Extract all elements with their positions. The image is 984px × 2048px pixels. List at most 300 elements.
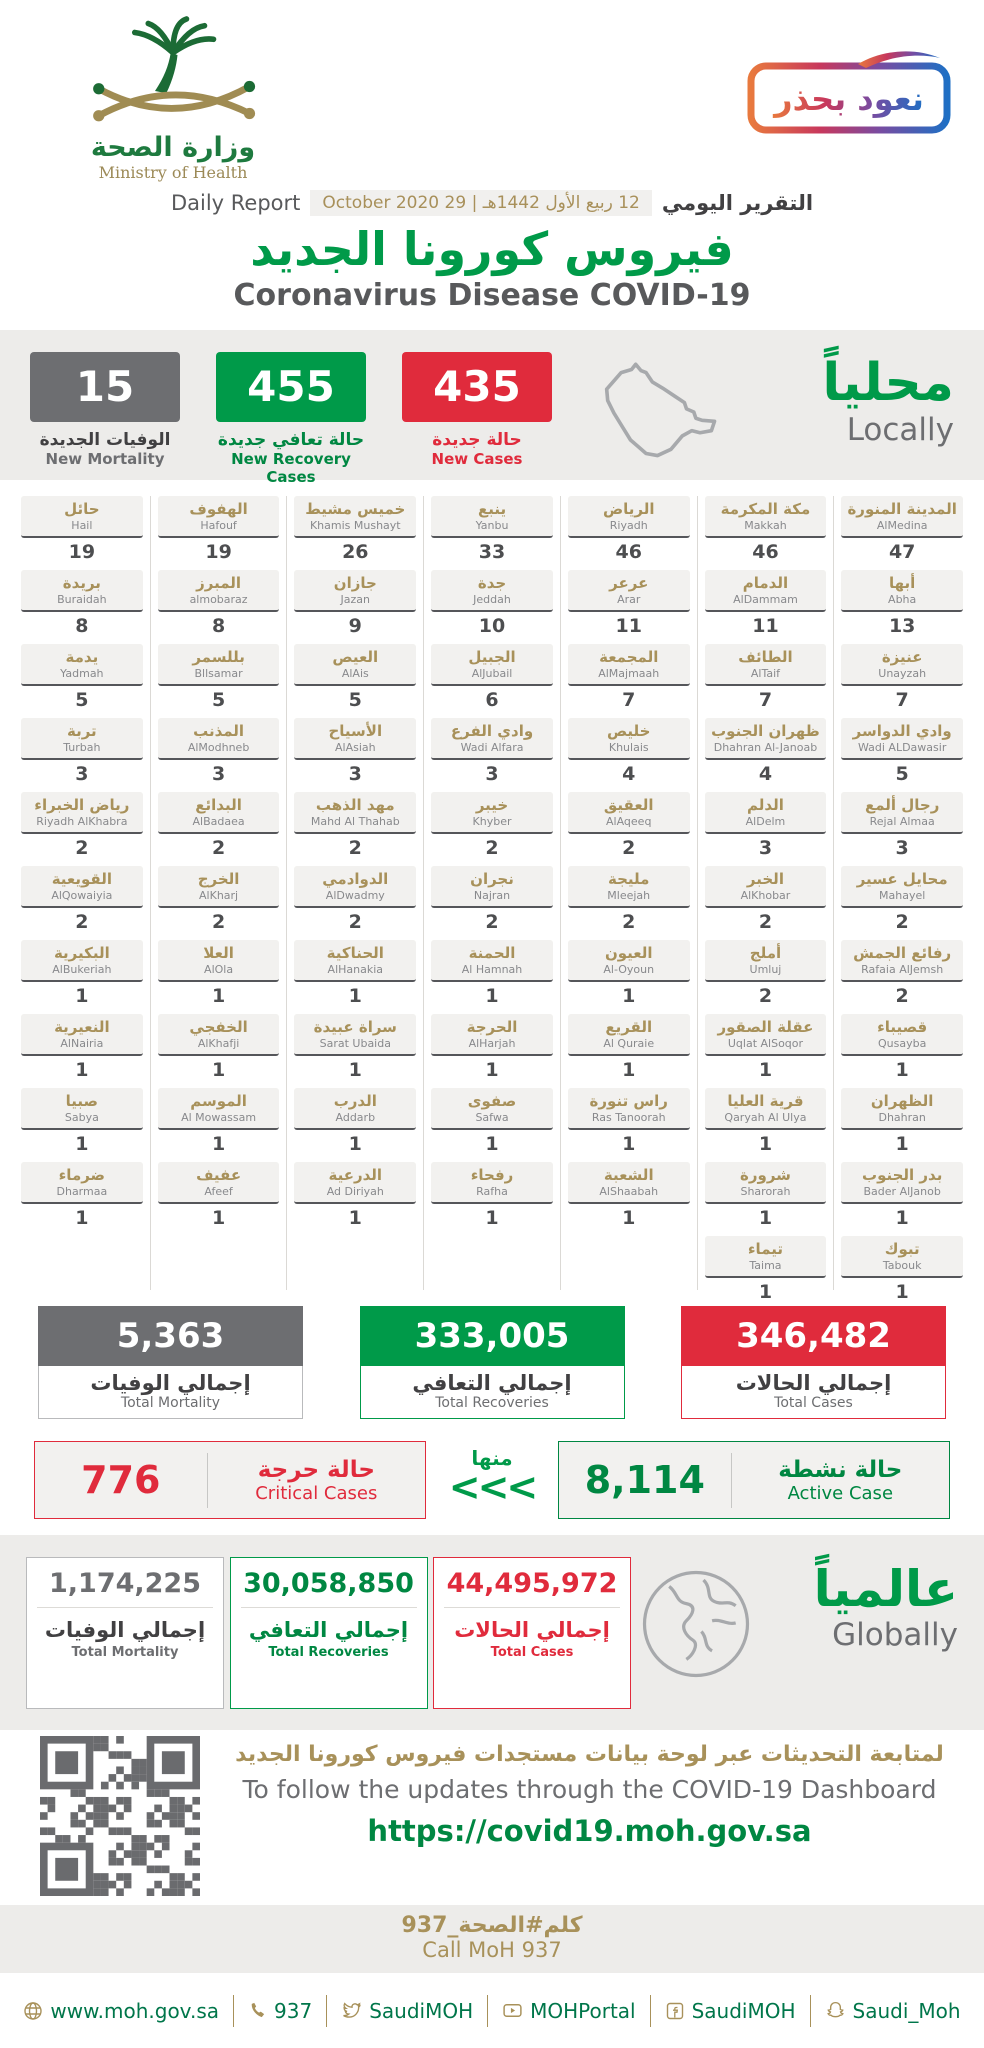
city-name-arabic: خميس مشيط: [305, 500, 406, 518]
city-column: [14, 496, 150, 1290]
global-mortality-box: [26, 1557, 224, 1709]
city-name-english: Riyadh AlKhabra: [36, 815, 128, 828]
city-cell: [568, 1162, 690, 1231]
city-name-english: AlTaif: [750, 667, 781, 680]
city-name-english: Turbah: [63, 741, 101, 754]
twitter-icon: [341, 2000, 362, 2021]
city-name-box: [158, 1088, 280, 1130]
city-new-cases-value: 2: [211, 911, 226, 933]
city-cell: [158, 1088, 280, 1157]
city-name-english: Riyadh: [609, 519, 648, 532]
city-name-arabic: البكيرية: [53, 944, 110, 962]
city-new-cases-value: 1: [75, 1059, 89, 1081]
city-name-english: Addarb: [335, 1111, 376, 1124]
city-cell: [568, 496, 690, 565]
city-cell: [841, 1162, 963, 1231]
city-cell: [705, 940, 827, 1009]
city-cell: [568, 1014, 690, 1083]
city-name-english: AlOla: [204, 963, 234, 976]
city-name-english: Umluj: [749, 963, 782, 976]
city-name-english: Taima: [749, 1259, 782, 1272]
city-name-box: [431, 644, 553, 686]
city-name-box: [158, 1014, 280, 1056]
city-name-box: [21, 940, 143, 982]
logo-arabic-name: وزارة الصحة: [90, 132, 256, 163]
city-name-box: [158, 1162, 280, 1204]
city-new-cases-value: 9: [348, 615, 362, 637]
local-stats-band: [0, 330, 984, 486]
global-mortality-label-en: Total Mortality: [71, 1645, 179, 1660]
city-cell: [705, 570, 827, 639]
city-name-english: Jazan: [340, 593, 371, 606]
city-name-english: AlDelm: [745, 815, 786, 828]
city-name-arabic: الحناكية: [326, 944, 384, 962]
city-name-box: [21, 1088, 143, 1130]
city-cell: [158, 718, 280, 787]
city-name-arabic: البدائع: [195, 796, 242, 814]
city-name-arabic: بللسمر: [192, 648, 245, 666]
new-mortality-label-en: New Mortality: [45, 450, 165, 468]
dashboard-section: [0, 1730, 984, 1905]
city-name-arabic: عقلة الصقور: [717, 1018, 814, 1036]
city-name-arabic: حائل: [64, 500, 100, 518]
city-cell: [568, 792, 690, 861]
city-name-arabic: خيبر: [475, 796, 509, 814]
city-name-box: [568, 1162, 690, 1204]
city-name-arabic: القريع: [605, 1018, 653, 1036]
city-name-english: AlShaabah: [599, 1185, 659, 1198]
new-recoveries-label-ar: حالة تعافي جديدة: [217, 430, 365, 450]
city-name-box: [158, 866, 280, 908]
city-name-english: Wadi Alfara: [460, 741, 524, 754]
city-new-cases-value: 5: [895, 763, 909, 785]
city-name-box: [841, 940, 963, 982]
city-cell: [294, 496, 416, 565]
city-name-english: Sabya: [64, 1111, 99, 1124]
total-mortality-label-en: Total Mortality: [120, 1395, 221, 1411]
city-cell: [431, 940, 553, 1009]
city-cell: [294, 1162, 416, 1231]
city-name-arabic: سراة عبيدة: [313, 1018, 397, 1036]
city-name-english: AlKhobar: [740, 889, 791, 902]
city-new-cases-value: 1: [485, 1059, 499, 1081]
city-name-arabic: الدمام: [742, 574, 789, 592]
city-name-english: Bader AlJanob: [863, 1185, 941, 1198]
city-cell: [431, 644, 553, 713]
city-name-english: AlAsiah: [334, 741, 376, 754]
city-name-box: [21, 570, 143, 612]
city-name-box: [841, 718, 963, 760]
city-name-arabic: الحمنة: [468, 944, 516, 962]
city-new-cases-value: 4: [758, 763, 773, 785]
city-name-arabic: محايل عسير: [856, 870, 948, 888]
city-new-cases-value: 1: [348, 1059, 362, 1081]
city-name-arabic: الدرعية: [328, 1166, 383, 1184]
city-name-arabic: الظهران: [870, 1092, 934, 1110]
city-name-box: [568, 644, 690, 686]
city-new-cases-value: 1: [895, 1059, 909, 1081]
call-moh-band: [0, 1905, 984, 1973]
city-name-english: Sarat Ubaida: [319, 1037, 391, 1050]
city-name-box: [841, 570, 963, 612]
of-which-indicator: [448, 1446, 536, 1509]
city-name-box: [568, 718, 690, 760]
city-cell: [158, 1162, 280, 1231]
critical-cases-label: [207, 1453, 425, 1508]
city-name-box: [841, 792, 963, 834]
city-column: [833, 496, 970, 1303]
city-name-box: [568, 496, 690, 538]
city-new-cases-value: 1: [758, 1059, 773, 1081]
city-name-arabic: بريدة: [62, 574, 101, 592]
link-phone-label: 937: [274, 1998, 313, 2023]
city-cell: [431, 1088, 553, 1157]
total-recoveries-label-ar: إجمالي التعافي: [412, 1371, 572, 1395]
city-column: [423, 496, 560, 1290]
city-cell: [158, 496, 280, 565]
city-cell: [568, 570, 690, 639]
city-cell: [841, 496, 963, 565]
city-new-cases-value: 3: [758, 837, 773, 859]
city-name-box: [431, 496, 553, 538]
city-cell: [841, 866, 963, 935]
city-name-english: Khulais: [608, 741, 649, 754]
call-moh-hashtag: كلم#الصحة_937: [401, 1913, 583, 1938]
city-cell: [21, 940, 143, 1009]
city-name-arabic: جدة: [477, 574, 507, 592]
city-name-box: [294, 1014, 416, 1056]
city-new-cases-value: 1: [895, 1207, 909, 1229]
badge-text: نعود بحذر: [774, 80, 924, 118]
city-name-english: Mahd Al Thahab: [310, 815, 400, 828]
city-cell: [568, 718, 690, 787]
link-facebook[interactable]: [650, 1995, 810, 2027]
global-recoveries-box: [230, 1557, 428, 1709]
city-name-english: AlHanakia: [327, 963, 384, 976]
total-mortality-value: 5,363: [38, 1306, 303, 1366]
city-new-cases-value: 3: [348, 763, 362, 785]
city-new-cases-value: 8: [75, 615, 89, 637]
city-cell: [294, 1088, 416, 1157]
city-name-box: [841, 1014, 963, 1056]
city-name-english: Bllsamar: [194, 667, 243, 680]
city-cell: [294, 792, 416, 861]
city-name-box: [431, 1162, 553, 1204]
city-name-arabic: تبوك: [884, 1240, 920, 1258]
city-name-arabic: عفيف: [196, 1166, 242, 1184]
city-new-cases-value: 3: [211, 763, 226, 785]
city-name-english: Wadi ALDawasir: [857, 741, 947, 754]
city-cell: [294, 1014, 416, 1083]
dashboard-url-link[interactable]: https://covid19.moh.gov.sa: [367, 1814, 812, 1848]
city-name-english: Safwa: [475, 1111, 509, 1124]
city-new-cases-value: 1: [895, 1133, 909, 1155]
city-name-english: Dhahran: [878, 1111, 926, 1124]
global-mortality-value: 1,174,225: [37, 1568, 213, 1608]
city-cell: [705, 496, 827, 565]
city-name-box: [705, 644, 827, 686]
page-title-arabic: فيروس كورونا الجديد: [250, 222, 734, 276]
city-name-arabic: العيص: [332, 648, 379, 666]
city-name-box: [21, 1014, 143, 1056]
report-date: [310, 190, 651, 216]
city-new-cases-value: 5: [75, 689, 89, 711]
city-name-arabic: الدلم: [747, 796, 784, 814]
active-cases-label-en: Active Case: [787, 1482, 894, 1504]
global-cases-value: 44,495,972: [444, 1568, 620, 1608]
link-youtube[interactable]: [487, 1995, 650, 2027]
city-cell: [705, 644, 827, 713]
cities-grid: [0, 480, 984, 1303]
city-cell: [841, 940, 963, 1009]
city-name-english: Ad Diriyah: [326, 1185, 384, 1198]
city-name-english: Qaryah Al Ulya: [724, 1111, 807, 1124]
city-cell: [841, 718, 963, 787]
city-name-english: Al Quraie: [603, 1037, 655, 1050]
city-name-arabic: قصيباء: [877, 1018, 928, 1036]
city-new-cases-value: 1: [485, 985, 499, 1007]
active-cases-box: [558, 1441, 950, 1519]
phone-icon: [248, 2001, 267, 2020]
city-name-arabic: رجال ألمع: [864, 796, 940, 814]
city-new-cases-value: 1: [75, 1133, 89, 1155]
city-new-cases-value: 1: [758, 1281, 773, 1303]
city-new-cases-value: 7: [622, 689, 636, 711]
city-new-cases-value: 11: [752, 615, 779, 637]
city-name-arabic: العلا: [203, 944, 234, 962]
city-name-box: [841, 866, 963, 908]
total-recoveries-value: 333,005: [360, 1306, 625, 1366]
city-name-english: AlKhafji: [197, 1037, 240, 1050]
city-new-cases-value: 1: [758, 1133, 773, 1155]
city-new-cases-value: 33: [478, 541, 506, 563]
city-cell: [841, 1014, 963, 1083]
city-cell: [568, 940, 690, 1009]
moh-logo: [48, 14, 298, 182]
new-cases-label-en: New Cases: [431, 450, 523, 468]
city-name-box: [158, 570, 280, 612]
city-new-cases-value: 1: [758, 1207, 773, 1229]
city-new-cases-value: 3: [895, 837, 909, 859]
city-cell: [705, 1162, 827, 1231]
total-recoveries: [360, 1306, 625, 1425]
new-mortality-stat: [30, 352, 180, 480]
city-cell: [294, 718, 416, 787]
city-new-cases-value: 1: [622, 985, 636, 1007]
city-cell: [158, 1014, 280, 1083]
city-cell: [568, 644, 690, 713]
city-name-english: Mahayel: [879, 889, 926, 902]
global-cases-label-en: Total Cases: [490, 1645, 574, 1660]
global-recoveries-label-ar: إجمالي التعافي: [248, 1618, 409, 1642]
city-name-arabic: عنيزة: [881, 648, 923, 666]
city-name-arabic: خليص: [606, 722, 651, 740]
global-recoveries-label-en: Total Recoveries: [268, 1645, 389, 1660]
city-name-box: [294, 496, 416, 538]
city-name-english: Al-Oyoun: [603, 963, 655, 976]
link-youtube-label: MOHPortal: [530, 1998, 636, 2023]
city-new-cases-value: 2: [758, 911, 773, 933]
city-name-arabic: مكة المكرمة: [720, 500, 811, 518]
global-mortality-label-ar: إجمالي الوفيات: [44, 1618, 206, 1642]
date-hijri: 12 ربيع الأول 1442هـ: [482, 193, 640, 213]
city-name-box: [705, 1236, 827, 1278]
breakdown-row: [0, 1425, 984, 1535]
city-name-box: [294, 866, 416, 908]
city-name-english: AlAqeeq: [606, 815, 652, 828]
city-new-cases-value: 3: [485, 763, 499, 785]
new-cases-value: 435: [402, 352, 552, 422]
city-cell: [431, 570, 553, 639]
city-name-arabic: راس تنورة: [589, 1092, 668, 1110]
city-name-arabic: مليجة: [608, 870, 650, 888]
city-column: [150, 496, 287, 1290]
city-new-cases-value: 1: [348, 1207, 362, 1229]
city-name-english: AlQowaiyia: [51, 889, 113, 902]
city-name-arabic: الجبيل: [468, 648, 516, 666]
city-name-english: Tabouk: [882, 1259, 922, 1272]
city-name-english: Sharorah: [740, 1185, 791, 1198]
link-twitter[interactable]: [326, 1995, 487, 2027]
city-name-english: Khamis Mushayt: [309, 519, 401, 532]
city-name-arabic: أملج: [749, 944, 782, 962]
page-title-english: Coronavirus Disease COVID-19: [233, 278, 751, 313]
link-phone[interactable]: [233, 1995, 326, 2027]
city-new-cases-value: 5: [211, 689, 226, 711]
city-new-cases-value: 10: [478, 615, 506, 637]
city-new-cases-value: 2: [622, 911, 636, 933]
city-name-box: [294, 644, 416, 686]
city-new-cases-value: 3: [75, 763, 89, 785]
city-name-box: [841, 496, 963, 538]
city-name-arabic: الأسياح: [328, 722, 383, 740]
city-name-arabic: صبيا: [65, 1092, 99, 1110]
city-name-arabic: الهفوف: [189, 500, 248, 518]
city-cell: [21, 496, 143, 565]
city-cell: [705, 792, 827, 861]
city-name-arabic: الشعبة: [603, 1166, 654, 1184]
city-name-arabic: ضرماء: [58, 1166, 106, 1184]
city-name-box: [294, 570, 416, 612]
total-mortality-label: [38, 1366, 303, 1419]
city-name-arabic: رفحاء: [470, 1166, 514, 1184]
city-cell: [21, 1014, 143, 1083]
city-name-english: Najran: [473, 889, 511, 902]
city-name-english: Hafouf: [200, 519, 237, 532]
city-name-box: [158, 718, 280, 760]
city-new-cases-value: 7: [758, 689, 773, 711]
youtube-icon: [502, 2000, 523, 2021]
call-moh-label: Call MoH 937: [422, 1938, 562, 1962]
city-name-english: AlKharj: [199, 889, 239, 902]
city-new-cases-value: 2: [348, 911, 362, 933]
city-new-cases-value: 1: [75, 1207, 89, 1229]
city-name-english: Buraidah: [57, 593, 107, 606]
city-name-english: Al Mowassam: [181, 1111, 257, 1124]
global-stats-band: [0, 1535, 984, 1730]
city-new-cases-value: 2: [348, 837, 362, 859]
city-new-cases-value: 1: [895, 1281, 909, 1303]
city-name-box: [21, 866, 143, 908]
link-twitter-label: SaudiMOH: [369, 1998, 474, 2023]
city-name-english: AlMedina: [876, 519, 928, 532]
city-new-cases-value: 1: [211, 1207, 226, 1229]
city-new-cases-value: 1: [622, 1133, 636, 1155]
city-cell: [294, 570, 416, 639]
facebook-icon: [665, 2001, 685, 2021]
city-new-cases-value: 7: [895, 689, 909, 711]
city-name-box: [294, 1088, 416, 1130]
city-new-cases-value: 2: [895, 911, 909, 933]
city-name-arabic: تربة: [67, 722, 97, 740]
city-name-arabic: المجمعة: [599, 648, 659, 666]
city-name-english: Ras Tanoorah: [591, 1111, 666, 1124]
city-name-box: [431, 940, 553, 982]
city-cell: [294, 940, 416, 1009]
city-cell: [21, 1088, 143, 1157]
totals-row: [0, 1290, 984, 1425]
city-name-box: [294, 940, 416, 982]
city-cell: [568, 866, 690, 935]
city-name-arabic: الدرب: [333, 1092, 377, 1110]
city-name-arabic: الخرج: [197, 870, 240, 888]
city-name-box: [841, 1236, 963, 1278]
new-mortality-label-ar: الوفيات الجديدة: [39, 430, 171, 450]
snapchat-icon: [825, 2000, 846, 2021]
total-recoveries-label: [360, 1366, 625, 1419]
qr-code: [40, 1736, 205, 1900]
city-name-arabic: رفائع الجمش: [853, 944, 952, 962]
global-cases-label-ar: إجمالي الحالات: [454, 1618, 610, 1642]
city-cell: [841, 792, 963, 861]
city-name-box: [21, 644, 143, 686]
city-cell: [431, 496, 553, 565]
link-website-label: www.moh.gov.sa: [50, 1998, 219, 2023]
total-mortality: [38, 1306, 303, 1425]
critical-cases-label-ar: حالة حرجة: [257, 1456, 375, 1483]
city-name-arabic: العيون: [604, 944, 653, 962]
link-website[interactable]: [9, 1995, 233, 2027]
city-name-box: [705, 940, 827, 982]
social-links-row: [0, 1973, 984, 2048]
city-name-english: Arar: [617, 593, 641, 606]
city-name-arabic: وادي الدواسر: [852, 722, 952, 740]
active-cases-value: 8,114: [584, 1458, 705, 1502]
city-name-arabic: رياض الخبراء: [34, 796, 130, 814]
city-name-box: [568, 570, 690, 612]
city-cell: [158, 792, 280, 861]
city-name-arabic: القويعية: [51, 870, 112, 888]
city-name-box: [431, 1014, 553, 1056]
city-column: [286, 496, 423, 1290]
date-gregorian: 29 October 2020: [322, 193, 467, 213]
city-name-box: [294, 1162, 416, 1204]
city-cell: [705, 1088, 827, 1157]
city-cell: [705, 1236, 827, 1305]
total-recoveries-label-en: Total Recoveries: [435, 1395, 549, 1411]
city-new-cases-value: 2: [758, 985, 773, 1007]
link-snapchat[interactable]: [810, 1995, 975, 2027]
city-new-cases-value: 47: [888, 541, 916, 563]
city-name-english: Jeddah: [473, 593, 511, 606]
city-cell: [841, 1088, 963, 1157]
city-name-box: [568, 940, 690, 982]
global-recoveries-value: 30,058,850: [241, 1568, 417, 1608]
city-cell: [158, 940, 280, 1009]
city-name-arabic: شرورة: [740, 1166, 791, 1184]
city-column: [697, 496, 834, 1303]
city-name-box: [21, 792, 143, 834]
